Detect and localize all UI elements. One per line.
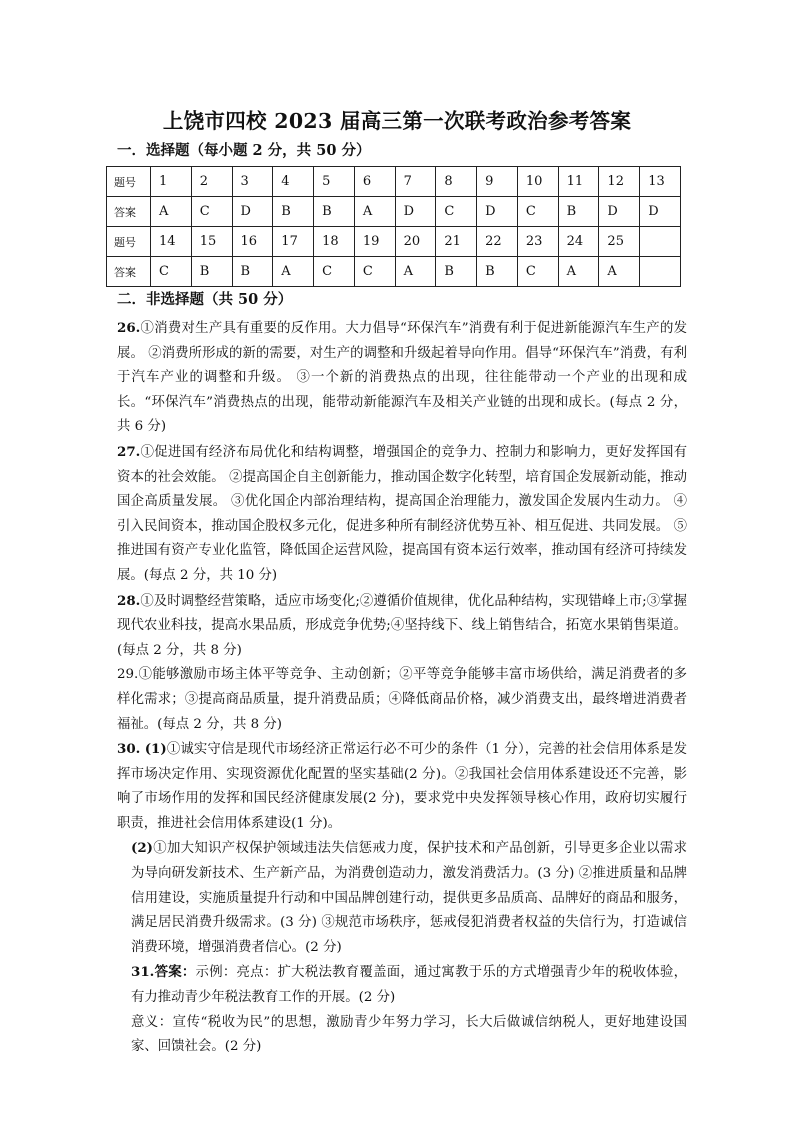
table-cell: 11 bbox=[558, 167, 599, 197]
table-cell bbox=[640, 257, 681, 287]
question-number: 28. bbox=[117, 592, 141, 609]
answer-table bbox=[106, 166, 681, 287]
answer-text: 29.①能够激励市场主体平等竞争、主动创新；②平等竞争能够丰富市场供给，满足消费者的多样化需求；③提高商品质量，提升消费品质；④降低商品价格，减少消费支出，最终增进消费者福祉。(每点 2 分，共 8 分) bbox=[117, 667, 687, 732]
table-row bbox=[107, 167, 681, 197]
answer-text: ①及时调整经营策略，适应市场变化;②遵循价值规律，优化品种结构，实现错峰上市;③掌握现代农业科技，提高水果品质，形成竞争优势;④坚持线下、线上销售结合，拓宽水果销售渠道。(每点 2 分，共 8 分) bbox=[117, 593, 687, 658]
section-heading-choice: 一．选择题（每小题 2 分，共 50 分） bbox=[117, 142, 371, 159]
table-cell: C bbox=[151, 257, 192, 287]
subquestion-label: (1) bbox=[144, 741, 167, 758]
table-cell: 13 bbox=[640, 167, 681, 197]
answer-26 bbox=[117, 316, 687, 440]
answer-text: 示例：亮点：扩大税法教育覆盖面，通过寓教于乐的方式增强青少年的税收体验，有力推动青少年税法教育工作的开展。(2 分) bbox=[131, 965, 688, 1006]
table-cell: 23 bbox=[517, 227, 558, 257]
table-cell: 22 bbox=[477, 227, 518, 257]
table-cell: 3 bbox=[232, 167, 273, 197]
table-cell: B bbox=[436, 257, 477, 287]
answer-body bbox=[117, 316, 687, 1060]
question-number: 26. bbox=[117, 320, 141, 336]
table-cell: 19 bbox=[354, 227, 395, 257]
answer-31 bbox=[117, 960, 687, 1010]
table-cell: C bbox=[314, 257, 355, 287]
table-cell: 6 bbox=[354, 167, 395, 197]
answer-text: ①消费对生产具有重要的反作用。大力倡导“环保汽车”消费有利于促进新能源汽车生产的发展。 ②消费所形成的新的需要，对生产的调整和升级起着导向作用。倡导“环保汽车”消费，有利于汽车产业的调整和升级。 ③一个新的消费热点的出现，往往能带动一个产业的出现和成长。“环保汽车”消费热点的出现，能带动新能源汽车及相关产业链的出现和成长。(每点 2 分，共 6 分) bbox=[117, 321, 687, 435]
table-cell: C bbox=[436, 197, 477, 227]
row-label: 答案 bbox=[107, 197, 151, 227]
table-row bbox=[107, 257, 681, 287]
table-cell: 10 bbox=[517, 167, 558, 197]
table-cell: C bbox=[354, 257, 395, 287]
row-label: 题号 bbox=[107, 167, 151, 197]
table-cell: 12 bbox=[599, 167, 640, 197]
answer-text: ①促进国有经济布局优化和结构调整，增强国企的竞争力、控制力和影响力，更好发挥国有资本的社会效能。 ②提高国企自主创新能力，推动国企数字化转型，培育国企发展新动能，推动国企高质量发展。 ③优化国企内部治理结构，提高国企治理能力，激发国企发展内生动力。 ④引入民间资本，推动国企股权多元化，促进多种所有制经济优势互补、相互促进、共同发展。 ⑤推进国有资产专业化监管，降低国企运营风险，提高国有资本运行效率，推动国有经济可持续发展。(每点 2 分，共 10 分) bbox=[117, 444, 687, 583]
table-cell: 9 bbox=[477, 167, 518, 197]
row-label: 答案 bbox=[107, 257, 151, 287]
table-cell bbox=[640, 227, 681, 257]
table-cell: 25 bbox=[599, 227, 640, 257]
table-cell: D bbox=[232, 197, 273, 227]
table-cell: A bbox=[395, 257, 436, 287]
table-cell: 4 bbox=[273, 167, 314, 197]
section-heading-nonchoice: 二．非选择题（共 50 分） bbox=[117, 291, 293, 308]
answer-29 bbox=[117, 663, 687, 737]
table-cell: B bbox=[191, 257, 232, 287]
table-cell: B bbox=[232, 257, 273, 287]
answer-27 bbox=[117, 440, 687, 589]
table-cell: 21 bbox=[436, 227, 477, 257]
table-cell: D bbox=[477, 197, 518, 227]
table-cell: B bbox=[314, 197, 355, 227]
table-row bbox=[107, 197, 681, 227]
question-number: 27. bbox=[117, 443, 141, 460]
table-cell: A bbox=[354, 197, 395, 227]
table-cell: 7 bbox=[395, 167, 436, 197]
answer-text: 意义：宣传“税收为民”的思想，激励青少年努力学习，长大后做诚信纳税人，更好地建设国家、回馈社会。(2 分) bbox=[131, 1014, 687, 1055]
row-label: 题号 bbox=[107, 227, 151, 257]
table-row bbox=[107, 227, 681, 257]
table-cell: 24 bbox=[558, 227, 599, 257]
table-cell: 15 bbox=[191, 227, 232, 257]
table-cell: C bbox=[517, 197, 558, 227]
table-cell: 8 bbox=[436, 167, 477, 197]
table-cell: B bbox=[477, 257, 518, 287]
page-title: 上饶市四校 2023 届高三第一次联考政治参考答案 bbox=[162, 109, 632, 133]
table-cell: A bbox=[558, 257, 599, 287]
answer-31-significance bbox=[117, 1011, 687, 1060]
answer-text: ①诚实守信是现代市场经济正常运行必不可少的条件（1 分），完善的社会信用体系是发挥市场决定作用、实现资源优化配置的坚实基础(2 分)。②我国社会信用体系建设还不完善，影响了市场作用的发挥和国民经济健康发展(2 分)，要求党中央发挥领导核心作用，政府切实履行职责，推进社会信用体系建设(1 分)。 bbox=[117, 742, 687, 831]
table-cell: B bbox=[558, 197, 599, 227]
table-cell: D bbox=[640, 197, 681, 227]
table-cell: 1 bbox=[151, 167, 192, 197]
table-cell: 20 bbox=[395, 227, 436, 257]
question-number: 31.答案： bbox=[131, 964, 196, 981]
table-cell: 17 bbox=[273, 227, 314, 257]
table-cell: C bbox=[191, 197, 232, 227]
table-cell: 5 bbox=[314, 167, 355, 197]
answer-30-1 bbox=[117, 737, 687, 836]
table-cell: D bbox=[599, 197, 640, 227]
table-cell: D bbox=[395, 197, 436, 227]
table-cell: C bbox=[517, 257, 558, 287]
answer-28 bbox=[117, 589, 687, 664]
subquestion-label: (2) bbox=[131, 840, 153, 857]
table-cell: A bbox=[599, 257, 640, 287]
table-cell: 16 bbox=[232, 227, 273, 257]
table-cell: 18 bbox=[314, 227, 355, 257]
question-number: 30. bbox=[117, 741, 141, 758]
answer-30-2 bbox=[117, 836, 687, 960]
table-cell: B bbox=[273, 197, 314, 227]
table-cell: 14 bbox=[151, 227, 192, 257]
table-cell: A bbox=[151, 197, 192, 227]
answer-text: ①加大知识产权保护领域违法失信惩戒力度，保护技术和产品创新，引导更多企业以需求为导向研发新技术、生产新产品，为消费创造动力，激发消费活力。(3 分) ②推进质量和品牌信用建设，实施质量提升行动和中国品牌创建行动，提供更多品质高、品牌好的商品和服务，满足居民消费升级需求。(3 分) ③规范市场秩序，惩戒侵犯消费者权益的失信行为，打造诚信消费环境，增强消费者信心。(2 分) bbox=[131, 841, 687, 955]
table-cell: 2 bbox=[191, 167, 232, 197]
table-cell: A bbox=[273, 257, 314, 287]
